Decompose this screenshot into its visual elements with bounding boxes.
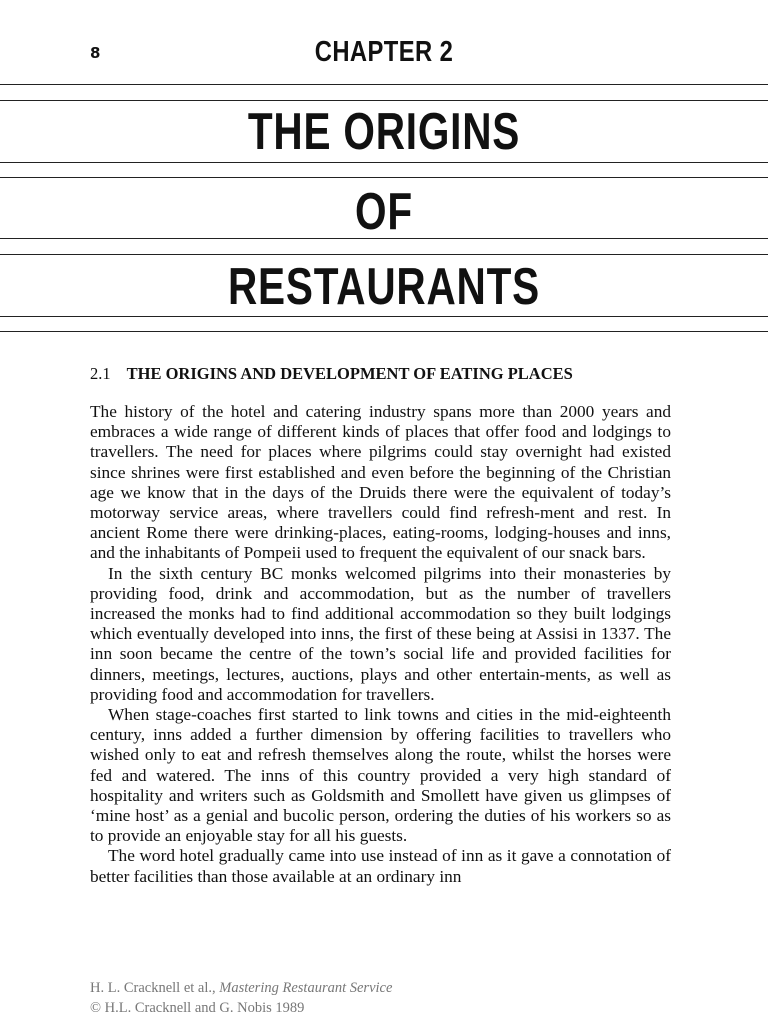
rule — [0, 177, 768, 178]
section-heading — [90, 364, 680, 384]
paragraph: The word hotel gradually came into use instead of inn as it gave a connotation of better facilities than those available at an ordinary inn — [90, 846, 671, 886]
citation-book-title: Mastering Restaurant Service — [219, 980, 393, 996]
chapter-label: CHAPTER 2 — [314, 36, 454, 68]
page-number: 8 — [90, 44, 101, 62]
paragraph: When stage-coaches first started to link towns and cities in the mid-eighteenth century, inns added a further dimension by offering facilities to travellers who wished only to eat and refresh themselves along the route, whilst the horses were fed and watered. The inns of this country provided a very high standard of hospitality and writers such as Goldsmith and Smollett have given us glimpses of ‘mine host’ as a genial and bucolic person, ordering the duties of his workers so as to provide an enjoyable stay for all his guests. — [90, 705, 671, 846]
rule — [0, 254, 768, 255]
citation-authors: H. L. Cracknell et al., — [90, 980, 216, 996]
rule — [0, 316, 768, 317]
rule — [0, 84, 768, 85]
rule — [0, 238, 768, 239]
title-line-1: THE ORIGINS — [247, 103, 521, 161]
paragraph: In the sixth century BC monks welcomed pilgrims into their monasteries by providing food, drink and accommodation, but as the number of travellers increased the monks had to find additional accommodation so they built lodgings which eventually developed into inns, the first of these being at Assisi in 1337. The inn soon became the centre of the town’s social life and provided facilities for dinners, meetings, lectures, auctions, plays and other entertain-ments, as well as providing food and accommodation for travellers. — [90, 563, 671, 704]
citation-line — [90, 978, 392, 998]
paragraph: The history of the hotel and catering industry spans more than 2000 years and embraces a wide range of different kinds of places that offer food and lodgings to travellers. The need for places where pilgrims could stay overnight had existed since shrines were first established and even before the beginning of the Christian age we know that in the days of the Druids there were the equivalent of today’s motorway service areas, where travellers could find refresh-ment and rest. In ancient Rome there were drinking-places, eating-rooms, lodging-houses and inns, and the inhabitants of Pompeii used to frequent the equivalent of our snack bars. — [90, 402, 671, 563]
title-line-3: RESTAURANTS — [227, 258, 541, 316]
copyright-line: © H.L. Cracknell and G. Nobis 1989 — [90, 1000, 305, 1016]
section-title: THE ORIGINS AND DEVELOPMENT OF EATING PLACES — [126, 364, 573, 383]
title-line-2: OF — [355, 183, 413, 241]
rule — [0, 162, 768, 163]
footer-citation — [90, 978, 392, 1018]
body-text — [90, 402, 671, 887]
section-number: 2.1 — [90, 364, 111, 383]
rule — [0, 100, 768, 101]
rule — [0, 331, 768, 332]
